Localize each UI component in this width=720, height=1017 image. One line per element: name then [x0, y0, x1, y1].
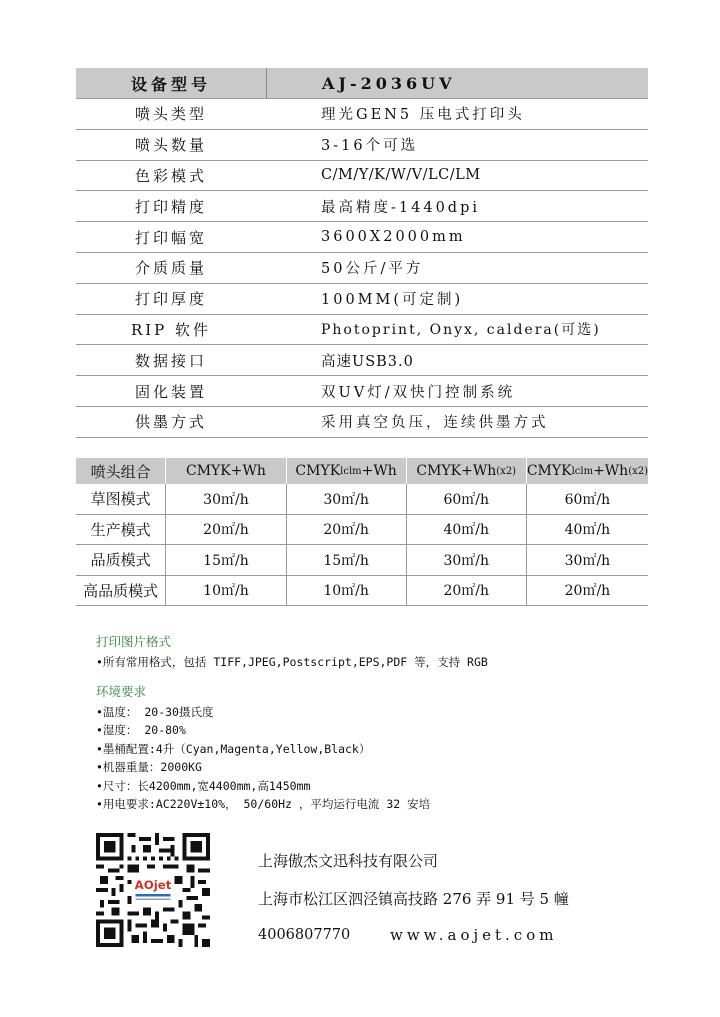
mode-value: 60㎡/h	[526, 484, 648, 514]
spec-key: 介质质量	[134, 259, 207, 278]
mode-name: 品质模式	[90, 551, 151, 570]
spec-header-key: 设备型号	[130, 74, 211, 94]
spec-header-row	[76, 68, 648, 99]
spec-key: 打印幅宽	[134, 228, 207, 247]
spec-row	[76, 130, 648, 161]
mode-header-col1-text: CMYK+Wh	[185, 463, 266, 479]
spec-row	[76, 376, 648, 407]
env-line: •尺寸：长4200mm,宽4400mm,高1450mm	[96, 778, 311, 793]
mode-value: 10㎡/h	[165, 576, 285, 606]
company-name: 上海傲杰文迅科技有限公司	[258, 852, 439, 870]
env-line: •墨桶配置:4升（Cyan,Magenta,Yellow,Black）	[96, 741, 371, 756]
mode-value: 15㎡/h	[286, 545, 406, 575]
mode-row	[76, 576, 648, 607]
format-line: •所有常用格式，包括 TIFF,JPEG,Postscript,EPS,PDF 等，支持 RGB	[96, 655, 488, 669]
mode-header-col3	[406, 458, 526, 484]
company-website[interactable]: www.aojet.com	[390, 926, 558, 944]
mode-header-col4-sub2: (x2)	[628, 465, 649, 477]
spec-value: 采用真空负压，连续供墨方式	[321, 415, 549, 432]
qr-code	[96, 833, 210, 947]
spec-key: 打印精度	[134, 197, 207, 216]
mode-value: 60㎡/h	[406, 484, 526, 514]
spec-key: 喷头数量	[134, 136, 207, 155]
spec-row	[76, 253, 648, 284]
env-line: •用电要求:AC220V±10%， 50/60Hz ，平均运行电流 32 安培	[96, 797, 431, 811]
mode-value: 20㎡/h	[165, 515, 285, 545]
spec-value: 3600X2000mm	[321, 229, 466, 246]
mode-header-row	[76, 458, 648, 484]
spec-value: 最高精度-1440dpi	[321, 199, 481, 216]
spec-value: C/M/Y/K/W/V/LC/LM	[321, 167, 481, 184]
spec-key: 打印厚度	[134, 290, 207, 309]
mode-row	[76, 545, 648, 576]
env-line: •湿度： 20-80%	[96, 723, 186, 737]
mode-value: 30㎡/h	[286, 484, 406, 514]
mode-value: 30㎡/h	[165, 484, 285, 514]
mode-value: 30㎡/h	[526, 545, 648, 575]
mode-header-col2-sub: lclm	[340, 465, 362, 477]
mode-header-combo: 喷头组合	[90, 462, 151, 481]
spec-header-value: AJ-2036UV	[266, 68, 648, 98]
mode-value: 15㎡/h	[165, 545, 285, 575]
mode-header-col3-sub: (x2)	[496, 465, 517, 477]
mode-header-col4	[526, 458, 648, 484]
mode-header-col4-main: CMYK	[526, 463, 572, 479]
mode-header-col4-sub: lclm	[571, 465, 594, 477]
spec-value: 理光GEN5 压电式打印头	[321, 107, 525, 124]
mode-value: 40㎡/h	[526, 515, 648, 545]
spec-value: 50公斤/平方	[321, 261, 424, 278]
mode-row	[76, 484, 648, 515]
spec-row	[76, 191, 648, 222]
mode-header-col1	[165, 458, 285, 484]
mode-value: 30㎡/h	[406, 545, 526, 575]
spec-table	[76, 68, 648, 438]
spec-key: 固化装置	[134, 382, 207, 401]
env-line: •机器重量：2000KG	[96, 760, 202, 774]
mode-name: 草图模式	[90, 490, 151, 509]
spec-key: 色彩模式	[134, 166, 207, 185]
mode-header-col2	[286, 458, 406, 484]
mode-header-col4-tail: +Wh	[593, 463, 629, 479]
spec-row	[76, 315, 648, 346]
spec-row	[76, 345, 648, 376]
spec-value: 100MM(可定制)	[321, 292, 464, 309]
spec-key: 数据接口	[134, 351, 207, 370]
mode-value: 20㎡/h	[286, 515, 406, 545]
mode-row	[76, 515, 648, 546]
mode-header-col2-main: CMYK	[295, 463, 341, 479]
spec-row	[76, 407, 648, 438]
env-line: •温度： 20-30摄氏度	[96, 704, 214, 719]
mode-header-col2-tail: +Wh	[361, 463, 397, 479]
mode-name: 生产模式	[90, 520, 151, 539]
spec-value: 高速USB3.0	[321, 353, 414, 370]
notes-section	[96, 632, 656, 814]
spec-value: 双UV灯/双快门控制系统	[321, 384, 516, 401]
spec-key: 喷头类型	[134, 105, 207, 124]
mode-value: 10㎡/h	[286, 576, 406, 606]
mode-header-col3-main: CMYK+Wh	[416, 463, 497, 479]
mode-value: 40㎡/h	[406, 515, 526, 545]
mode-value: 20㎡/h	[526, 576, 648, 606]
format-title: 打印图片格式	[96, 634, 172, 649]
spec-row	[76, 161, 648, 192]
spec-row	[76, 99, 648, 130]
qr-logo-text: AOjet	[134, 878, 172, 893]
print-mode-table	[76, 458, 648, 606]
spec-value: 3-16个可选	[321, 138, 419, 155]
spec-key: 供墨方式	[134, 413, 207, 432]
spec-value: Photoprint, Onyx, caldera(可选)	[321, 322, 601, 339]
mode-value: 20㎡/h	[406, 576, 526, 606]
spec-key: RIP 软件	[130, 320, 212, 339]
env-title: 环境要求	[96, 683, 147, 699]
spec-row	[76, 222, 648, 253]
mode-name: 高品质模式	[83, 581, 159, 600]
spec-row	[76, 284, 648, 315]
company-phone: 4006807770	[258, 927, 351, 943]
company-address: 上海市松江区泗泾镇高技路 276 弄 91 号 5 幢	[258, 890, 569, 908]
